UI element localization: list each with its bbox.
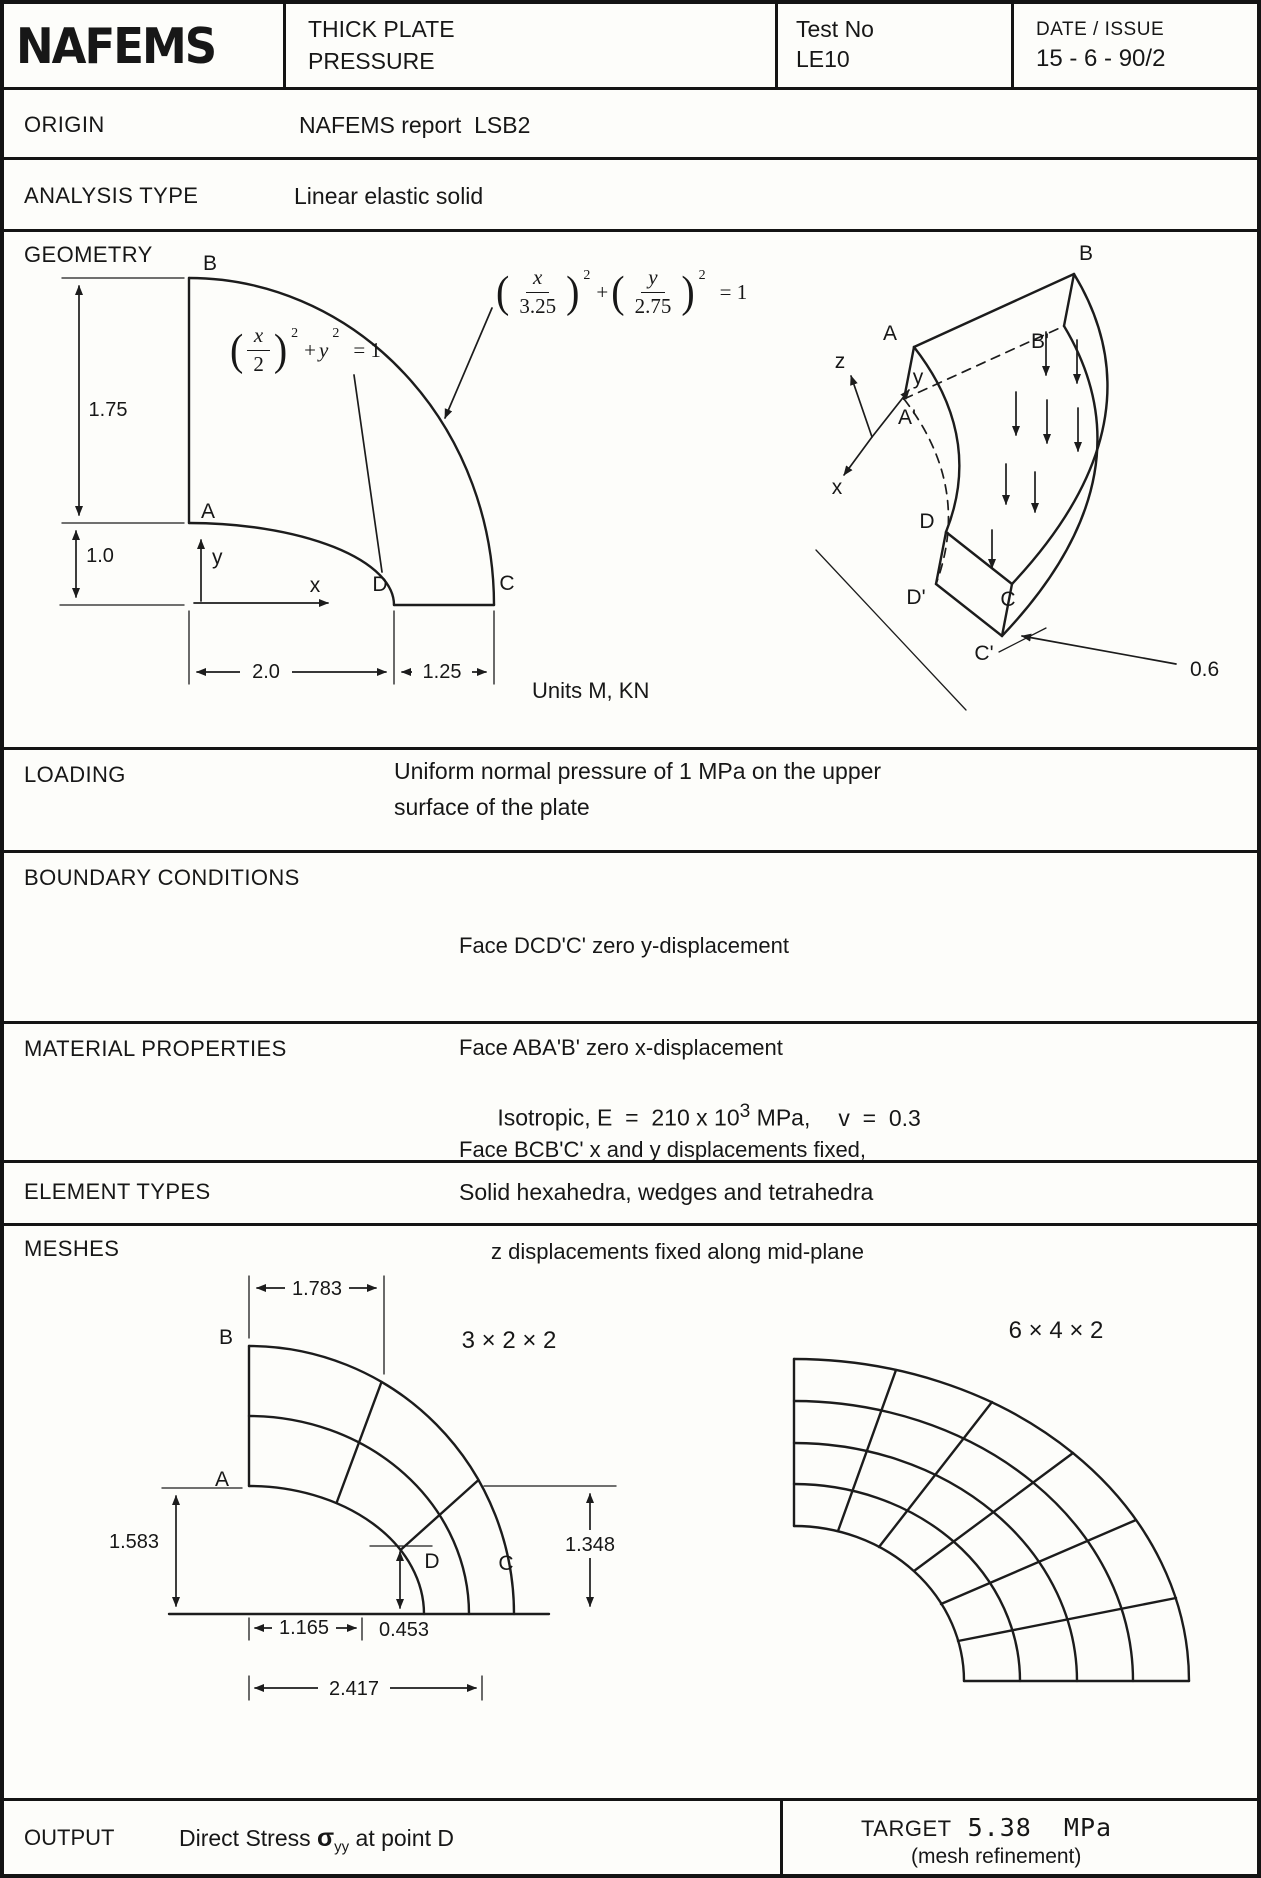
date-issue-value: 15 - 6 - 90/2: [1036, 45, 1166, 72]
iso-point-Cp: C': [974, 642, 994, 665]
z-axis-label: z: [834, 350, 846, 373]
loading-label: LOADING: [24, 762, 126, 787]
plan-point-C: C: [499, 572, 515, 595]
logo-cell: [4, 4, 286, 87]
y-axis-label-iso: y: [912, 366, 924, 389]
fraction-x-2: $\frac{x}{2}$: [246, 324, 271, 376]
coarse-mesh-diagram: [109, 1276, 620, 1701]
equals-one: = 1: [719, 279, 748, 304]
mesh1-point-C: C: [498, 1552, 514, 1575]
inner-ellipse-equation: [230, 324, 381, 376]
plan-point-B: B: [202, 252, 218, 275]
doc-title-line1: THICK PLATE: [308, 16, 455, 42]
mesh1-caption: 3 × 2 × 2: [461, 1327, 557, 1354]
pressure-arrows: [992, 332, 1078, 568]
date-issue-label: DATE / ISSUE: [1036, 19, 1165, 40]
dim-1-75: 1.75: [88, 399, 128, 421]
iso-point-Dp: D': [906, 586, 926, 609]
mesh2-arc-2: [794, 1443, 1077, 1681]
units-note: Units M, KN: [532, 678, 650, 703]
iso-point-A: A: [882, 322, 898, 345]
mesh2-arc-0: [794, 1526, 964, 1681]
output-left-cell: [4, 1801, 780, 1874]
analysis-type-row: [4, 160, 1257, 232]
outer-ellipse-equation: [496, 266, 747, 318]
exponent: 2: [698, 268, 706, 283]
output-desc-suffix: at point D: [349, 1825, 454, 1851]
mesh2-caption: 6 × 4 × 2: [1008, 1317, 1104, 1344]
origin-value: NAFEMS report LSB2: [299, 112, 531, 138]
dim-1-348: 1.348: [564, 1534, 616, 1556]
element-types-section: [4, 1163, 1257, 1226]
x-axis-arrow-iso: [844, 437, 872, 475]
output-desc-prefix: Direct Stress: [179, 1825, 318, 1851]
exponent: 2: [291, 326, 299, 341]
dim-0-6: 0.6: [1190, 658, 1220, 681]
outer-equation-leader: [445, 308, 492, 418]
dim-1-583: 1.583: [108, 1531, 160, 1553]
iso-outer-arc-bottom: [1002, 326, 1097, 636]
origin-row: [4, 90, 1257, 160]
mesh1-radial-line-60: [401, 1480, 479, 1550]
dim-1-165: 1.165: [278, 1617, 330, 1639]
meshes-label: MESHES: [24, 1236, 120, 1261]
x-axis-label-iso: x: [831, 476, 843, 499]
analysis-type-label: ANALYSIS TYPE: [24, 183, 199, 208]
mesh1-point-D: D: [424, 1550, 440, 1573]
element-types-label: ELEMENT TYPES: [24, 1179, 211, 1204]
mesh1-outer-arc: [249, 1346, 514, 1614]
iso-edge-DC: [946, 532, 1012, 584]
loading-line1: Uniform normal pressure of 1 MPa on the upper: [394, 758, 882, 784]
element-types-value: Solid hexahedra, wedges and tetrahedra: [459, 1179, 874, 1205]
mesh1-point-A: A: [214, 1468, 230, 1491]
material-properties-section: [4, 1024, 1257, 1163]
material-exponent: 3: [739, 1101, 751, 1122]
plus-sign: +: [304, 337, 316, 362]
target-value: 5.38 MPa: [967, 1813, 1113, 1842]
paren: (: [611, 266, 625, 317]
mesh2-radial-60: [941, 1520, 1136, 1604]
geometry-label: GEOMETRY: [24, 242, 153, 267]
mesh2-radial-75: [958, 1598, 1176, 1641]
material-e-value: Isotropic, E = 210 x 10: [497, 1104, 740, 1131]
dim-2-0: 2.0: [252, 661, 280, 683]
test-no-value: LE10: [796, 46, 850, 72]
z-axis-arrow: [851, 376, 872, 437]
dim-1-783: 1.783: [291, 1278, 343, 1300]
boundary-line-3: Face BCB'C' x and y displacements fixed,: [459, 1137, 867, 1162]
output-label: OUTPUT: [24, 1825, 115, 1850]
material-value: [459, 1074, 921, 1159]
mesh2-radial-15: [838, 1370, 896, 1531]
plus-sign: +: [596, 279, 609, 304]
mesh2-arc-1: [794, 1484, 1020, 1681]
dim-1-0: 1.0: [86, 545, 114, 567]
fraction-x-325: $\frac{x}{3.25}$: [519, 265, 557, 318]
paren: ): [273, 324, 288, 375]
iso-view-diagram: [816, 242, 1219, 710]
exponent: 2: [583, 268, 591, 283]
dim-2-417: 2.417: [328, 1678, 380, 1700]
date-issue-cell: [1014, 4, 1257, 87]
mesh2-arc-4: [794, 1359, 1189, 1681]
paren: ): [681, 266, 695, 317]
nafems-logo: NAFEMS: [16, 17, 216, 76]
boundary-line-2: Face ABA'B' zero x-displacement: [459, 1035, 783, 1060]
plan-y-axis-label: y: [212, 546, 223, 569]
dim-0-453: 0.453: [378, 1619, 430, 1641]
paren: ): [566, 266, 580, 317]
dim-1-25: 1.25: [422, 661, 462, 683]
iso-edge-DpCp: [936, 584, 1002, 636]
material-poisson: v = 0.3: [838, 1104, 921, 1131]
boundary-label: BOUNDARY CONDITIONS: [24, 865, 300, 890]
sigma-subscript: yy: [334, 1838, 350, 1856]
fraction-y-275: $\frac{y}{2.75}$: [634, 265, 672, 318]
boundary-line-4: z displacements fixed along mid-plane: [491, 1239, 864, 1264]
origin-label: ORIGIN: [24, 112, 105, 137]
analysis-type-value: Linear elastic solid: [294, 183, 484, 209]
variable-y: y: [319, 337, 329, 362]
iso-edge-DDp: [936, 532, 946, 584]
iso-point-C: C: [1000, 588, 1016, 611]
output-description: [179, 1824, 454, 1856]
target-note: (mesh refinement): [911, 1845, 1082, 1868]
plan-point-A: A: [200, 500, 216, 523]
construction-line: [816, 550, 966, 710]
test-no-label: Test No: [796, 16, 874, 42]
iso-point-Ap: A': [897, 406, 917, 429]
dim-0-6-leader: [1022, 636, 1176, 664]
header-row: [4, 4, 1257, 90]
sigma-symbol: σ: [317, 1824, 335, 1852]
mesh1-radial-line-30: [337, 1382, 382, 1503]
mesh1-inner-arc: [249, 1486, 424, 1614]
meshes-section: [4, 1226, 1257, 1801]
iso-point-D: D: [919, 510, 935, 533]
material-label: MATERIAL PROPERTIES: [24, 1036, 287, 1061]
inner-equation-leader: [354, 375, 382, 572]
plan-view-diagram: [60, 252, 515, 685]
output-section: [4, 1801, 1257, 1874]
iso-point-B: B: [1078, 242, 1094, 265]
exponent: 2: [332, 326, 340, 341]
iso-edge-BBp: [1064, 274, 1074, 326]
plan-point-D: D: [372, 573, 388, 596]
output-target-cell: [780, 1801, 1257, 1874]
refined-mesh-diagram: [794, 1317, 1189, 1681]
iso-point-Bp: B': [1030, 330, 1050, 353]
boundary-line-1: Face DCD'C' zero y-displacement: [459, 933, 789, 958]
plan-x-axis-label: x: [309, 574, 321, 597]
target-label: TARGET: [861, 1816, 952, 1841]
loading-section: [4, 750, 1257, 853]
mesh1-point-B: B: [218, 1326, 234, 1349]
iso-outer-arc-top: [1012, 274, 1107, 584]
equals-one: = 1: [353, 337, 381, 362]
loading-line2: surface of the plate: [394, 794, 590, 820]
iso-edge-AB: [914, 274, 1074, 347]
geometry-section: [4, 232, 1257, 750]
mesh-diagrams: [4, 1226, 1257, 1798]
test-no-cell: [778, 4, 1014, 87]
title-cell: [286, 4, 778, 87]
material-units: MPa,: [750, 1104, 811, 1131]
paren: (: [230, 324, 244, 375]
target-line: [861, 1813, 1112, 1842]
doc-title-line2: PRESSURE: [308, 48, 435, 74]
paren: (: [496, 266, 510, 317]
